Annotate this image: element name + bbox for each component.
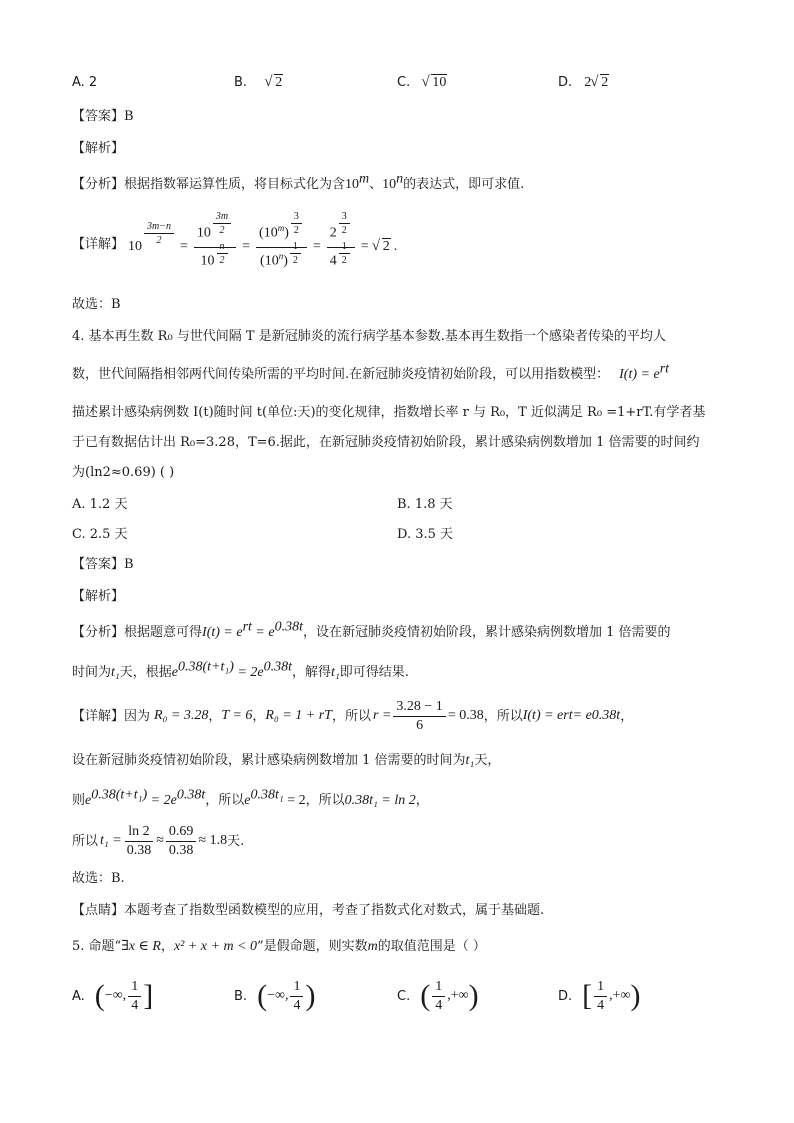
q3-eq-f1-num-exp-num: 3m	[213, 211, 231, 224]
q3-eq-f3-den-base: 4	[329, 253, 337, 269]
q3-option-c-radicand: 10	[432, 75, 447, 90]
q4-xj4-approx2: ≈ 1.8	[198, 833, 228, 848]
q4-fenxi-2-exp2: 0.38t	[263, 659, 292, 675]
q5-stem-b: ，	[160, 939, 174, 954]
q4-xj4-f1-num: ln 2	[125, 824, 152, 841]
q4-xj4-end: 天.	[227, 833, 245, 849]
q5-option-b-num: 1	[290, 979, 303, 996]
q5-option-c-fraction	[432, 979, 445, 1013]
q5-option-c-num: 1	[432, 979, 445, 996]
q5-stem-c: ”是假命题，则实数	[257, 939, 368, 954]
q4-xj4-fraction-2	[166, 824, 197, 858]
q5-stem-inequality: x² + x + m < 0	[173, 939, 258, 954]
q4-fenxi-2-exp1: 0.38(t+t₁)	[178, 659, 234, 675]
q3-eq-fraction-3	[327, 210, 355, 274]
q5-stem-a: 5. 命题“	[72, 939, 122, 954]
q4-fenxi-1a: 根据题意可得	[124, 625, 203, 640]
q4-xj3-exp3: 0.38t₁	[250, 787, 284, 803]
q3-option-b-label: B.	[234, 75, 248, 90]
q5-option-c-close: )	[468, 979, 479, 1012]
q3-fenxi-text-1: 根据指数幂运算性质，将目标式化为含	[124, 177, 346, 192]
q3-eq-f2-num-exp-den: 2	[293, 224, 299, 236]
q3-fenxi	[72, 171, 525, 192]
q5-option-a-left: −∞,	[104, 988, 127, 1003]
q3-eq-f1-num-exp-den: 2	[219, 224, 225, 236]
q3-option-a: A. 2	[72, 75, 98, 90]
q4-dianjing-tag: 【点睛】	[72, 903, 125, 918]
q3-answer: 【答案】B	[72, 109, 134, 124]
q4-stem-line-2-text: 数，世代间隔指相邻两代间传染所需的平均时间.在新冠肺炎疫情初始阶段，可以用指数模型：	[72, 367, 610, 382]
q3-eq-f2-denominator	[257, 240, 306, 274]
q3-eq-sign-4: =	[360, 239, 369, 254]
q4-xj1-end: ，	[620, 708, 634, 724]
q4-xj4-t1: t₁ =	[100, 833, 122, 848]
q5-option-b-close: )	[305, 979, 316, 1012]
q4-xj1-r0: R₀ = 3.28	[154, 708, 209, 723]
q4-xj2b: 天，	[474, 753, 501, 768]
q3-choose: 故选：B	[72, 297, 121, 312]
q3-eq-f1-den-base: 10	[200, 253, 215, 269]
q4-xj1-val: = 0.38	[447, 708, 484, 723]
q4-xj4-approx1: ≈	[156, 833, 164, 848]
q4-option-d: D. 3.5 天	[397, 527, 454, 542]
q5-option-d-open: [	[582, 979, 593, 1012]
q5-option-d-label: D.	[558, 988, 573, 1004]
q4-xiangjie-line-4	[72, 822, 244, 860]
q3-eq-f3-num-base: 2	[329, 225, 337, 241]
q4-option-c: C. 2.5 天	[72, 527, 128, 542]
q3-fenxi-10m: 10	[345, 177, 360, 192]
q3-eq-f2-num-exp	[291, 211, 302, 236]
q5-option-a-num: 1	[128, 979, 141, 996]
q5-option-c-right: ,+∞	[447, 988, 469, 1003]
q5-stem-d: 的取值范围是（ ）	[377, 939, 486, 954]
q4-xj1-fraction	[393, 699, 445, 733]
q4-xj3-mid: = 2e	[147, 793, 177, 808]
q4-fenxi-2-mid: = 2e	[233, 665, 264, 680]
q4-xj3-e: e	[85, 793, 92, 808]
q4-stem-line-1: 4. 基本再生数 R₀ 与世代间隔 T 是新冠肺炎的流行病学基本参数.基本再生数指一个感染者传染的平均人	[72, 329, 666, 344]
q4-xj3-exp2: 0.38t	[176, 787, 206, 803]
q3-option-c	[397, 76, 447, 90]
q4-fenxi-line-1	[72, 619, 671, 640]
q4-xj4-f2-den: 0.38	[168, 842, 194, 858]
q3-fenxi-tag: 【分析】	[72, 177, 125, 192]
q5-option-b-den: 4	[293, 997, 301, 1013]
q4-xj1-r: r =	[373, 708, 392, 723]
q3-option-c-value	[422, 76, 447, 90]
q5-option-c-open: (	[420, 979, 431, 1012]
q3-xiangjie-tag: 【详解】	[72, 237, 125, 252]
q3-option-d-value	[591, 76, 609, 90]
q3-eq-f3-den-exp-num: 1	[339, 241, 350, 254]
q4-xj3-lin: 0.38t₁ = ln 2	[344, 793, 416, 808]
q4-xj1-so2: ，所以	[483, 708, 523, 724]
q4-stem-line-4: 于已有数据估计出 R₀=3.28，T=6.据此，在新冠肺炎疫情初始阶段，累计感染病例数增加 1 倍需要的时间约	[72, 435, 700, 450]
q3-eq-f2-num-base: (10	[259, 225, 278, 241]
q4-stem-line-5: 为(ln2≈0.69) ( )	[72, 465, 175, 480]
q3-option-d-coef: 2	[584, 75, 592, 90]
q4-fenxi-1-exp2: 0.38t	[274, 619, 303, 635]
q3-eq-f3-num-exp	[339, 211, 350, 236]
q4-fenxi-1-exp1: rt	[242, 619, 252, 635]
q4-xj2-t1: t₁	[465, 753, 475, 768]
q3-option-d-radicand: 2	[601, 75, 609, 90]
q4-option-a: A. 1.2 天	[72, 497, 128, 512]
q5-stem	[72, 940, 486, 954]
q3-eq-end: .	[393, 239, 398, 254]
q3-option-b-radicand: 2	[275, 75, 283, 90]
q3-eq-result	[373, 240, 391, 254]
q4-xiangjie-line-3	[72, 787, 429, 808]
q5-option-a-fraction	[128, 979, 141, 1013]
q3-eq-f3-denominator	[327, 240, 355, 274]
q4-fenxi-2-t1: t₁	[111, 665, 120, 680]
q3-eq-f2-den-exp	[290, 241, 301, 266]
q3-eq-f3-den-exp	[339, 241, 350, 266]
q4-fenxi-2c: ，解得	[292, 665, 332, 680]
q4-model-formula: I(t) = e	[619, 367, 660, 382]
q5-option-b-fraction	[290, 979, 303, 1013]
q5-option-b-open: (	[257, 979, 268, 1012]
q5-option-d-num: 1	[594, 979, 607, 996]
q3-eq-exp-den: 2	[156, 234, 162, 246]
q5-option-c-den: 4	[435, 997, 443, 1013]
q4-xiangjie-line-2	[72, 754, 500, 768]
q4-xj4a: 所以	[72, 833, 99, 849]
q3-eq-result-radicand: 2	[382, 239, 390, 254]
q4-xj3a: 则	[72, 793, 86, 808]
q4-xj3b: ，所以	[205, 793, 245, 808]
q3-fenxi-text-2: 的表达式，即可求值.	[403, 177, 525, 192]
q4-xj4-fraction-1	[124, 824, 155, 858]
q4-fenxi-1-formula: I(t) = e	[202, 625, 243, 640]
q4-fenxi-2-t1b: t₁	[331, 665, 340, 680]
q3-eq-f2-num-exp-num: 3	[291, 211, 302, 224]
q5-option-a	[72, 976, 153, 1016]
q3-eq-f2-den-exp-num: 1	[290, 241, 301, 254]
q4-xj1-frac-den: 6	[416, 717, 424, 733]
q3-eq-f2-den-n: n	[278, 250, 284, 261]
q4-dianjing-text: 本题考查了指数型函数模型的应用，考查了指数式化对数式，属于基础题.	[124, 903, 545, 918]
q3-eq-f1-num-base: 10	[196, 225, 211, 241]
q3-equation	[128, 210, 398, 279]
q3-eq-f3-num-exp-num: 3	[339, 211, 350, 224]
q3-option-b	[234, 76, 283, 90]
q4-xj4-f2-num: 0.69	[166, 824, 197, 841]
q4-xj3-exp1: 0.38(t+t₁)	[91, 787, 148, 803]
q4-xj1-frac-num: 3.28 − 1	[393, 699, 445, 716]
q4-xj1-t: T = 6	[221, 708, 253, 723]
q4-xj1-sep1: ，	[208, 708, 222, 724]
q4-xj1-I: I(t) = e	[522, 708, 564, 723]
q4-answer: 【答案】B	[72, 557, 134, 572]
q3-fenxi-sep: 、	[369, 177, 383, 192]
q3-eq-f1-numerator	[194, 210, 236, 248]
q4-stem-line-3: 描述累计感染病例数 I(t)随时间 t(单位:天)的变化规律，指数增长率 r 与 R₀，T 近似满足 R₀ =1+rT.有学者基	[72, 405, 706, 420]
q5-option-d	[558, 976, 641, 1016]
q3-eq-exponent	[144, 221, 174, 246]
q4-xiangjie-tag: 【详解】	[72, 708, 125, 724]
q4-xj1-so: ，所以	[331, 708, 371, 724]
q3-fenxi-m: m	[359, 171, 370, 187]
q3-eq-f2-num-m: m	[277, 222, 285, 233]
q4-fenxi-1b: ，设在新冠肺炎疫情初始阶段，累计感染病例数增加 1 倍需要的	[302, 625, 671, 640]
q3-fenxi-10n: 10	[382, 177, 397, 192]
q4-stem-line-2	[72, 361, 670, 382]
q4-fenxi-2d: 即可得结果.	[339, 665, 409, 680]
q4-xj1-I-eq: = e	[572, 708, 592, 723]
q4-fenxi-line-2	[72, 659, 409, 680]
q4-fenxi-1-eq: = e	[251, 625, 275, 640]
q4-fenxi-2b: 天，根据	[119, 665, 172, 680]
q5-stem-exists: ∃x ∈ R	[121, 939, 161, 954]
q5-option-d-close: )	[630, 979, 641, 1012]
q4-fenxi-2-formula: e	[171, 665, 179, 680]
q3-eq-f1-den-exp-den: 2	[219, 254, 225, 266]
q4-xj1-sep2: ，	[252, 708, 266, 724]
q3-eq-f3-den-exp-den: 2	[341, 254, 347, 266]
q3-option-c-label: C.	[397, 75, 411, 90]
q5-option-d-den: 4	[597, 997, 605, 1013]
q4-xj3-eq2: = 2	[283, 793, 306, 808]
q3-eq-f1-num-exp	[213, 211, 231, 236]
q3-eq-f2-num-close: )	[284, 225, 289, 241]
q5-stem-m: m	[367, 939, 378, 954]
q4-fenxi-2a: 时间为	[72, 665, 112, 680]
q4-xj3d: ，	[415, 793, 429, 808]
q3-fenxi-n: n	[396, 171, 404, 187]
q3-eq-f1-denominator	[198, 240, 233, 274]
q3-eq-exp-num: 3m−n	[144, 221, 174, 234]
q4-xj3c: ，所以	[305, 793, 345, 808]
q4-dianjing	[72, 904, 544, 917]
q3-eq-sign-3: =	[312, 239, 321, 254]
q3-option-d	[558, 76, 609, 90]
q4-option-b: B. 1.8 天	[397, 497, 453, 512]
q5-option-d-right: ,+∞	[609, 988, 631, 1003]
q3-eq-base: 10	[128, 239, 142, 254]
q3-eq-f1-den-exp-num: n	[217, 241, 228, 254]
q4-analysis-heading: 【解析】	[72, 589, 125, 604]
q3-eq-f2-den-base: (10	[260, 253, 279, 269]
q4-choose: 故选：B.	[72, 871, 125, 886]
q5-option-a-den: 4	[131, 997, 139, 1013]
q3-option-d-label: D.	[558, 75, 573, 90]
q5-option-b	[234, 976, 315, 1016]
q4-xj1a: 因为	[124, 708, 151, 724]
q3-analysis-heading: 【解析】	[72, 141, 125, 156]
q3-option-b-value	[265, 76, 283, 90]
q4-fenxi-tag: 【分析】	[72, 625, 125, 640]
q5-option-a-open: (	[94, 979, 105, 1012]
q5-option-a-close: ]	[143, 979, 154, 1012]
q5-option-d-fraction	[594, 979, 607, 1013]
q4-xj2a: 设在新冠肺炎疫情初始阶段，累计感染病例数增加 1 倍需要的时间为	[72, 753, 466, 768]
q5-option-b-label: B.	[234, 988, 248, 1004]
q3-eq-fraction-2	[256, 210, 307, 274]
q4-xiangjie-line-1: 【详解】 因为 R₀ = 3.28 ， T = 6 ， R₀ = 1 + rT ，所以 r = $\frac{3.28 - 1}{6}$ = 0.38 ，所以 I(t) = e rt = e 0.38t ，	[72, 699, 634, 733]
q5-option-c-label: C.	[397, 988, 411, 1004]
q5-option-b-left: −∞,	[267, 988, 289, 1003]
q4-model-formula-exp: rt	[659, 361, 670, 377]
q3-eq-f1-den-exp	[217, 241, 228, 266]
q5-option-a-label: A.	[72, 988, 85, 1004]
q3-eq-f3-num-exp-den: 2	[341, 224, 347, 236]
q5-option-c	[397, 976, 479, 1016]
q3-eq-f2-den-close: )	[283, 253, 288, 269]
q4-xj4-f1-den: 0.38	[126, 842, 152, 858]
q3-eq-f2-den-exp-den: 2	[292, 254, 298, 266]
q4-xj1-rel: R₀ = 1 + rT	[265, 708, 332, 723]
q3-eq-sign-1: =	[179, 239, 188, 254]
q3-eq-fraction-1	[194, 210, 236, 274]
q3-eq-sign-2: =	[242, 239, 251, 254]
q4-xj3-e2: e	[244, 793, 251, 808]
